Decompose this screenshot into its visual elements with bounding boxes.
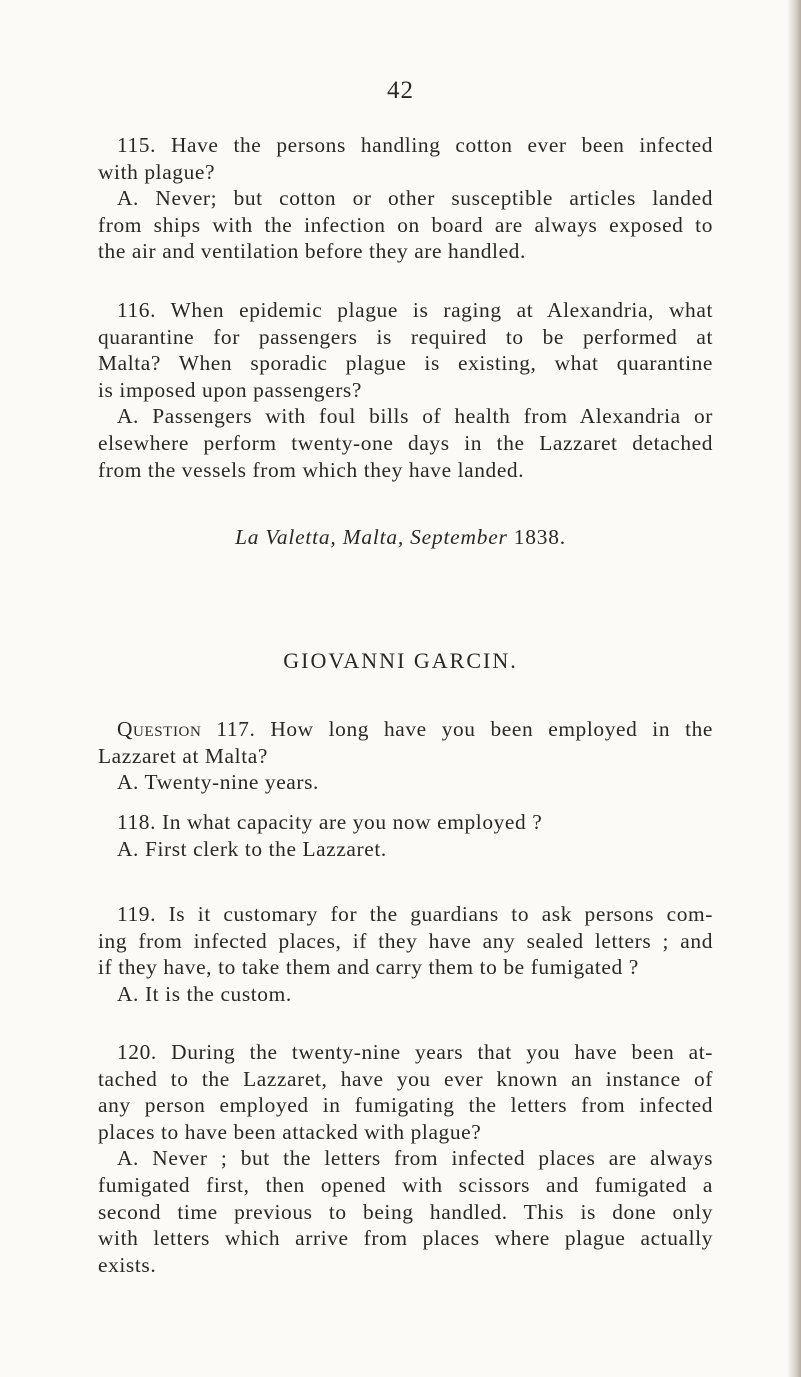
answer-line: A. Twenty-nine years. (117, 770, 319, 795)
question-line: tached to the Lazzaret, have you ever known an instance of (98, 1066, 713, 1091)
date-country: Malta (342, 525, 398, 549)
question-118 (98, 809, 713, 862)
question-line: any person employed in fumigating the letters from infected (98, 1093, 713, 1118)
question-120 (98, 1039, 713, 1278)
page-number: 42 (387, 77, 414, 104)
answer-line: fumigated first, then opened with scissors and fumigated a (98, 1172, 713, 1197)
answer-line: A. Passengers with foul bills of health from Alexandria or (117, 404, 713, 429)
question-line: with plague? (98, 159, 216, 184)
witness-heading: GIOVANNI GARCIN. (283, 648, 518, 673)
question-line: Malta? When sporadic plague is existing, what quarantine (98, 351, 713, 376)
answer-line: second time previous to being handled. This is done only (98, 1199, 713, 1224)
date-line: La Valetta, Malta, September 1838. (235, 525, 566, 549)
question-line: is imposed upon passengers? (98, 377, 362, 402)
question-119 (98, 901, 713, 1007)
question-line: 119. Is it customary for the guardians to ask persons com- (117, 902, 713, 926)
question-line: 120. During the twenty-nine years that you have been at- (117, 1040, 713, 1064)
answer-line: A. Never; but cotton or other susceptible articles landed (117, 186, 713, 211)
question-line: ing from infected places, if they have any sealed letters ; and (98, 928, 713, 953)
answer-line: from ships with the infection on board are always exposed to (98, 212, 713, 237)
question-line: 115. Have the persons handling cotton ever been infected (117, 133, 713, 157)
question-line: quarantine for passengers is required to be performed at (98, 324, 713, 349)
date-place: La Valetta (235, 525, 331, 549)
date-month: September (410, 525, 508, 549)
question-line: 118. In what capacity are you now employed ? (117, 810, 543, 834)
question-line: if they have, to take them and carry them to be fumigated ? (98, 955, 639, 980)
question-line: 116. When epidemic plague is raging at Alexandria, what (117, 298, 713, 322)
question-line (98, 716, 713, 743)
answer-line: the air and ventilation before they are handled. (98, 239, 526, 264)
answer-line: exists. (98, 1252, 157, 1277)
answer-line: A. First clerk to the Lazzaret. (117, 836, 387, 861)
answer-line: A. It is the custom. (117, 981, 292, 1006)
answer-line: A. Never ; but the letters from infected places are always (117, 1146, 713, 1171)
date-year: 1838. (513, 525, 566, 549)
question-line: Lazzaret at Malta? (98, 743, 268, 768)
question-label: Question (117, 717, 202, 741)
question-line: places to have been attacked with plague? (98, 1119, 482, 1144)
page-edge-shadow (787, 0, 801, 1377)
question-117 (98, 716, 713, 796)
question-115 (98, 132, 713, 265)
answer-line: elsewhere perform twenty-one days in the Lazzaret detached (98, 430, 713, 455)
answer-line: from the vessels from which they have landed. (98, 457, 525, 482)
question-text: 117. How long have you been employed in the (216, 717, 713, 741)
question-116 (98, 297, 713, 483)
answer-line: with letters which arrive from places where plague actually (98, 1226, 713, 1251)
